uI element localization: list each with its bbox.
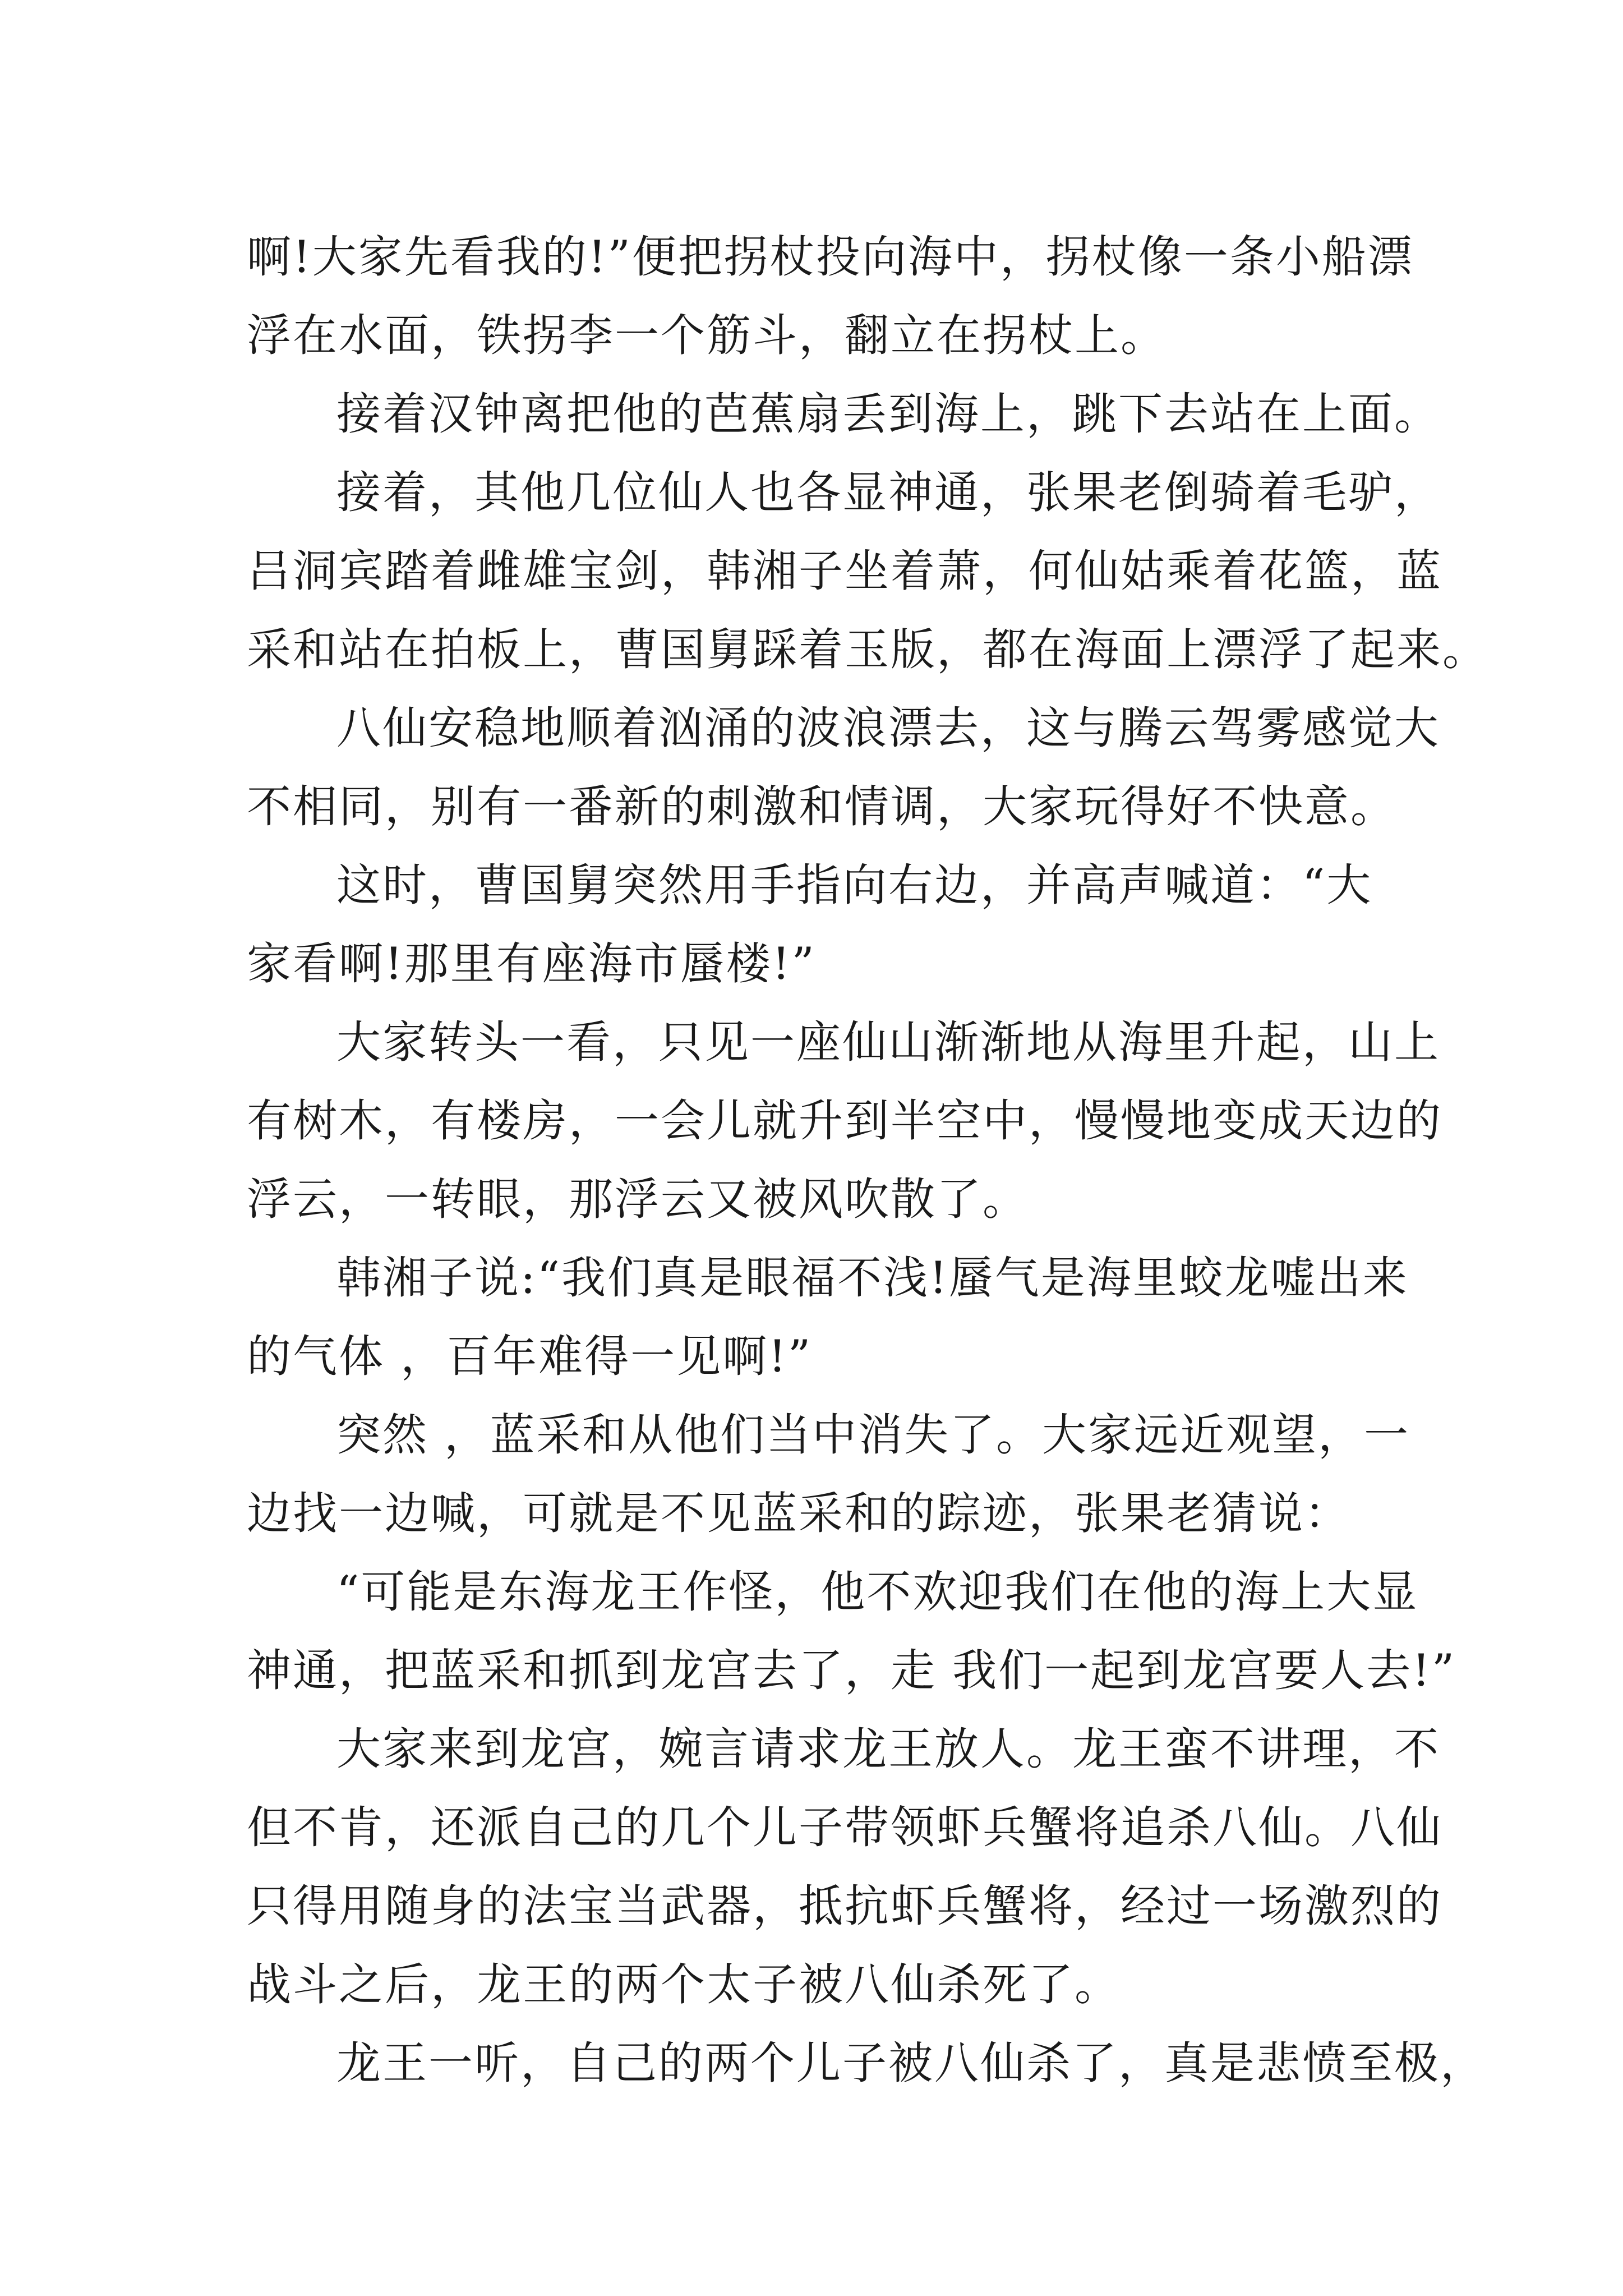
text-line: 家看啊!那里有座海市蜃楼!” <box>247 938 816 990</box>
text-line: 浮在水面，铁拐李一个筋斗，翻立在拐杖上。 <box>247 310 1166 361</box>
text-line: 啊!大家先看我的!”便把拐杖投向海中，拐杖像一条小船漂 <box>247 231 1414 283</box>
text-line: 韩湘子说:“我们真是眼福不浅!蜃气是海里蛟龙嘘出来 <box>336 1252 1409 1304</box>
text-line: 八仙安稳地顺着汹涌的波浪漂去，这与腾云驾雾感觉大 <box>336 702 1440 754</box>
text-line: 边找一边喊，可就是不见蓝采和的踪迹，张果老猜说： <box>247 1488 1350 1539</box>
text-line: 浮云，一转眼，那浮云又被风吹散了。 <box>247 1174 1029 1225</box>
text-line: 只得用随身的法宝当武器，抵抗虾兵蟹将，经过一场激烈的 <box>247 1880 1442 1932</box>
text-line: 战斗之后，龙王的两个太子被八仙杀死了。 <box>247 1959 1121 2010</box>
body-text <box>247 218 1488 2102</box>
text-line: 神通，把蓝采和抓到龙宫去了，走 我们一起到龙宫要人去!” <box>247 1645 1456 1696</box>
text-line: 不相同，别有一番新的刺激和情调，大家玩得好不快意。 <box>247 781 1396 832</box>
text-line: 接着，其他几位仙人也各显神通，张果老倒骑着毛驴， <box>336 467 1440 518</box>
text-line: 吕洞宾踏着雌雄宝剑，韩湘子坐着萧，何仙姑乘着花篮，蓝 <box>247 545 1442 597</box>
text-line: 采和站在拍板上，曹国舅踩着玉版，都在海面上漂浮了起来。 <box>247 624 1488 675</box>
text-line: 有树木，有楼房，一会儿就升到半空中，慢慢地变成天边的 <box>247 1095 1442 1147</box>
text-line: 但不肯，还派自己的几个儿子带领虾兵蟹将追杀八仙。八仙 <box>247 1802 1442 1853</box>
text-line: 突然 ，蓝采和从他们当中消失了。大家远近观望，一 <box>336 1409 1410 1461</box>
text-line: 的气体 ，百年难得一见啊!” <box>247 1331 813 1382</box>
text-line: 大家来到龙宫，婉言请求龙王放人。龙王蛮不讲理，不 <box>336 1723 1440 1775</box>
text-line: 接着汉钟离把他的芭蕉扇丢到海上，跳下去站在上面。 <box>336 388 1440 440</box>
text-line: 龙王一听，自己的两个儿子被八仙杀了，真是悲愤至极， <box>336 2037 1486 2089</box>
text-line: “可能是东海龙王作怪，他不欢迎我们在他的海上大显 <box>336 1566 1419 1618</box>
text-line: 这时，曹国舅突然用手指向右边，并高声喊道：“大 <box>336 859 1373 911</box>
text-line: 大家转头一看，只见一座仙山渐渐地从海里升起，山上 <box>336 1016 1440 1068</box>
